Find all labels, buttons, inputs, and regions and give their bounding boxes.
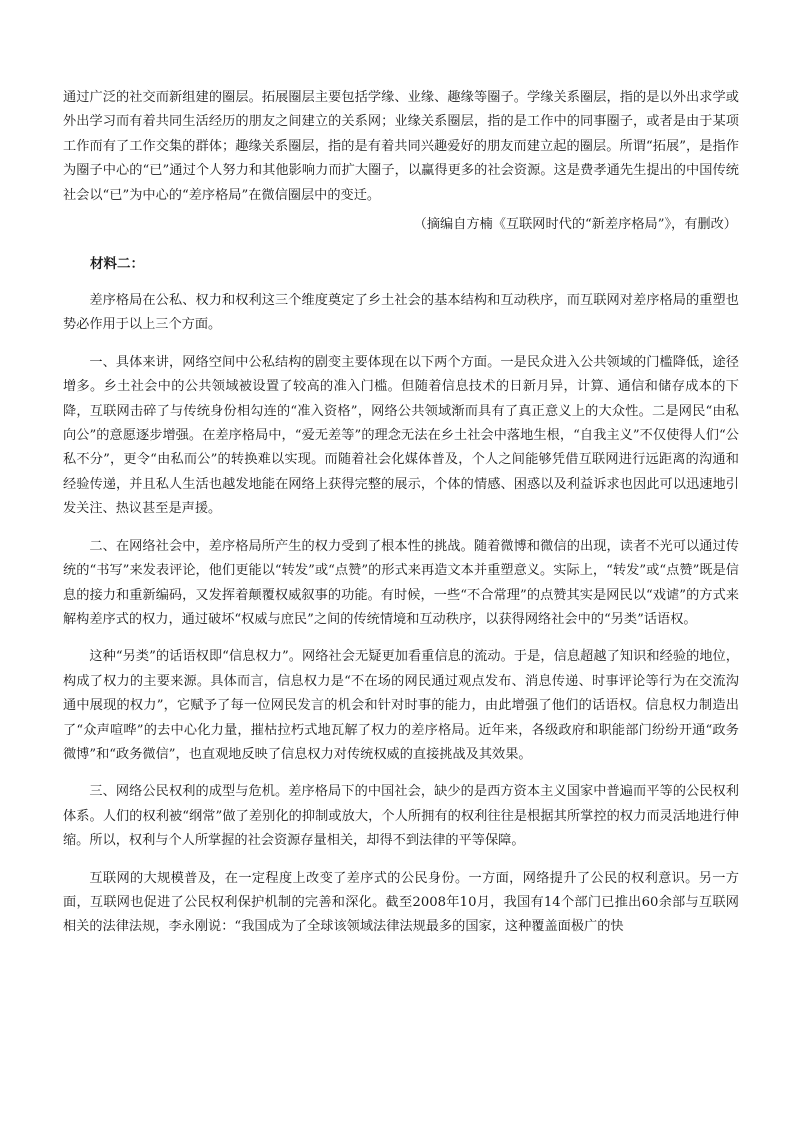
source-note: （摘编自方楠《互联网时代的“新差序格局”》，有删改） xyxy=(413,217,737,233)
body-paragraph-5: 三、网络公民权利的成型与危机。差序格局下的中国社会，缺少的是西方资本主义国家中普遍而平等的公民权利体系。人们的权利被“纲常”做了差别化的抑制或放大，个人所拥有的权利往往是根据其所掌控的权力而灵活地进行伸缩。所以，权利与个人所掌握的社会资源存量相关，却得不到法律的平等保障。 xyxy=(63,784,739,849)
body-paragraph-3: 二、在网络社会中，差序格局所产生的权力受到了根本性的挑战。随着微博和微信的出现，读者不光可以通过传统的“书写”来发表评论，他们更能以“转发”或“点赞”的形式来再造文本并重塑意义。实际上，“转发”或“点赞”既是信息的接力和重新编码，又发挥着颠覆权威叙事的功能。有时候，一些“不合常理”的点赞其实是网民以“戏谑”的方式来解构差序式的权力，通过破坏“权威与庶民”之间的传统情境和互动秩序，以获得网络社会中的“另类”话语权。 xyxy=(63,538,739,627)
body-paragraph-4: 这种“另类”的话语权即“信息权力”。网络社会无疑更加看重信息的流动。于是，信息超越了知识和经验的地位，构成了权力的主要来源。具体而言，信息权力是“不在场的网民通过观点发布、消息传递、时事评论等行为在交流沟通中展现的权力”，它赋予了每一位网民发言的机会和针对时事的能力，由此增强了他们的话语权。信息权力制造出了“众声喧哗”的去中心化力量，摧枯拉朽式地瓦解了权力的差序格局。近年来，各级政府和职能部门纷纷开通“政务微博”和“政务微信”，也直观地反映了信息权力对传统权威的直接挑战及其效果。 xyxy=(63,649,739,762)
body-paragraph-6: 互联网的大规模普及，在一定程度上改变了差序式的公民身份。一方面，网络提升了公民的权利意识。另一方面，互联网也促进了公民权利保护机制的完善和深化。截至2008年10月，我国有14个部门已推出60余部与互联网相关的法律法规，李永刚说：“我国成为了全球该领域法律法规最多的国家，这种覆盖面极广的快 xyxy=(63,870,739,935)
document-page xyxy=(63,86,739,940)
section-heading: 材料二： xyxy=(90,256,144,273)
body-paragraph-2: 一、具体来讲，网络空间中公私结构的剧变主要体现在以下两个方面。一是民众进入公共领域的门槛降低，途径增多。乡土社会中的公共领域被设置了较高的准入门槛。但随着信息技术的日新月异，计算、通信和储存成本的下降，互联网击碎了与传统身份相勾连的“准入资格”，网络公共领域渐而具有了真正意义上的大众性。二是网民“由私向公”的意愿逐步增强。在差序格局中，“爱无差等”的理念无法在乡土社会中落地生根，“自我主义”不仅使得人们“公私不分”，更令“由私而公”的转换难以实现。而随着社会化媒体普及，个人之间能够凭借互联网进行远距离的沟通和经验传递，并且私人生活也越发地能在网络上获得完整的展示，个体的情感、困惑以及利益诉求也因此可以迅速地引发关注、热议甚至是声援。 xyxy=(63,354,739,517)
intro-paragraph: 通过广泛的社交而新组建的圈层。拓展圈层主要包括学缘、业缘、趣缘等圈子。学缘关系圈层，指的是以外出求学或外出学习而有着共同生活经历的朋友之间建立的关系网；业缘关系圈层，指的是工作中的同事圈子，或者是由于某项工作而有了工作交集的群体；趣缘关系圈层，指的是有着共同兴趣爱好的朋友而建立起的圈层。所谓“拓展”，是指作为圈子中心的“已”通过个人努力和其他影响力而扩大圈子，以赢得更多的社会资源。这是费孝通先生提出的中国传统社会以“已”为中心的“差序格局”在微信圈层中的变迁。 xyxy=(63,90,739,203)
body-paragraph-1: 差序格局在公私、权力和权利这三个维度奠定了乡土社会的基本结构和互动秩序，而互联网对差序格局的重塑也势必作用于以上三个方面。 xyxy=(63,293,739,333)
